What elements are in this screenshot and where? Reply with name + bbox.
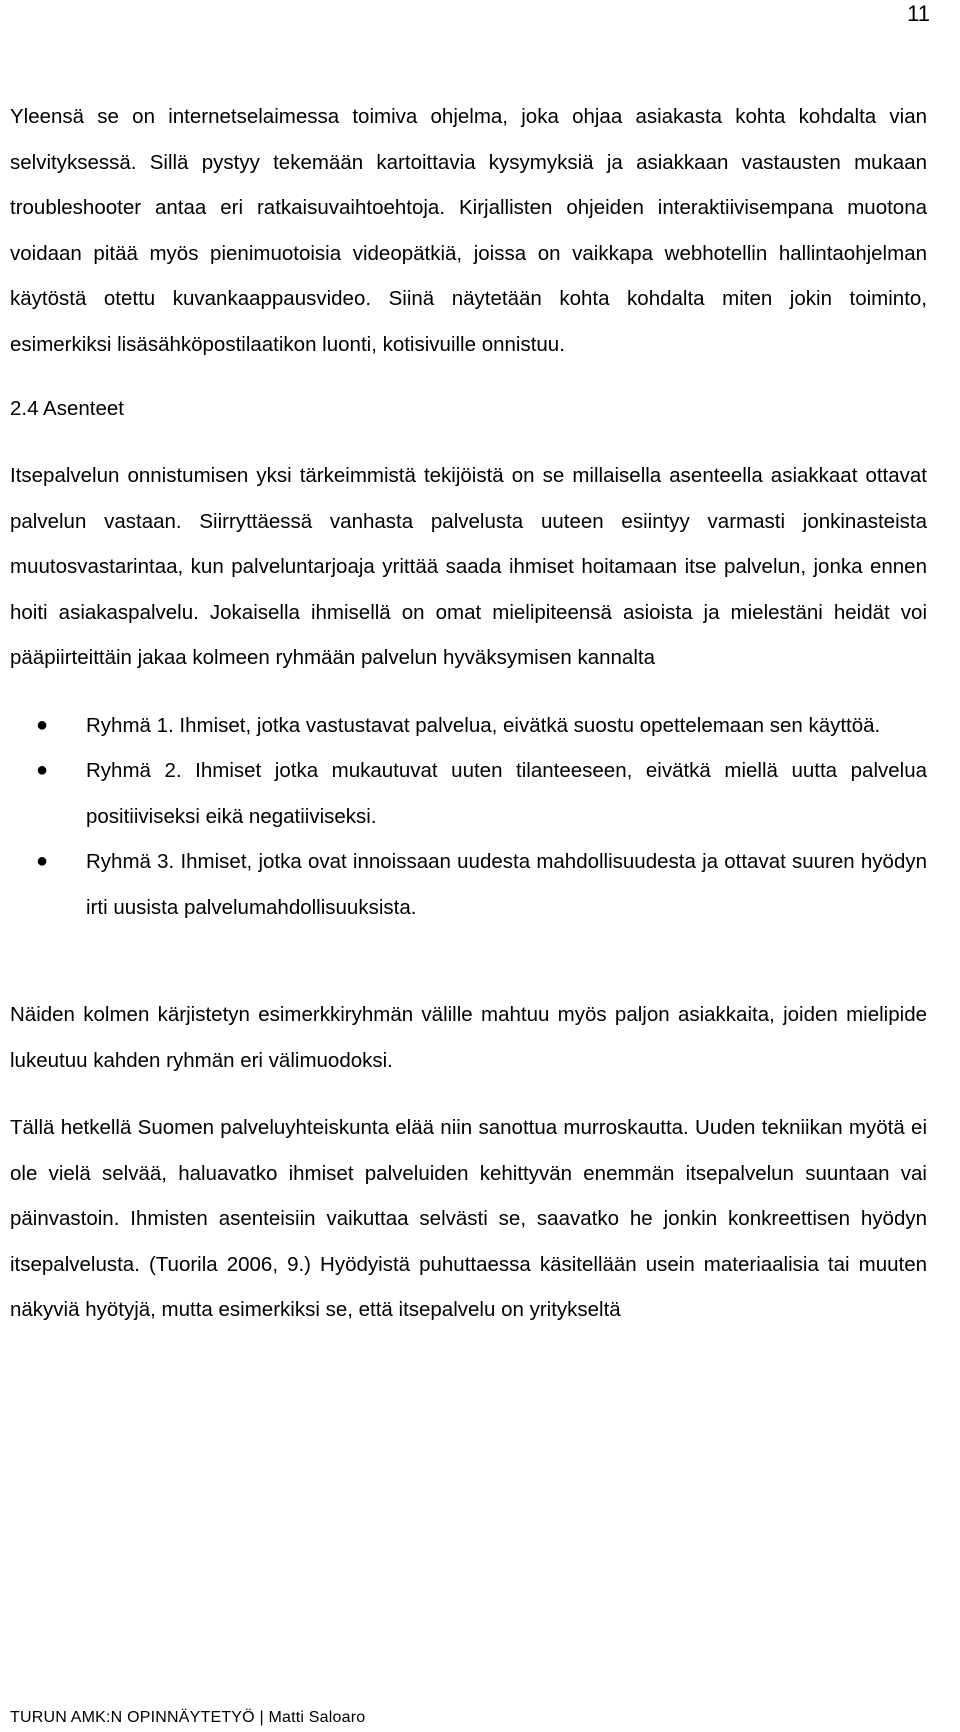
group-list [10,703,927,931]
paragraph-troubleshooter: Yleensä se on internetselaimessa toimiva ohjelma, joka ohjaa asiakasta kohta kohdalta vian selvityksessä. Sillä pystyy tekemään kartoittavia kysymyksiä ja asiakkaan vastausten mukaan troubleshooter antaa eri ratkaisuvaihtoehtoja. Kirjallisten ohjeiden interaktiivisempana muotona voidaan pitää myös pienimuotoisia videopätkiä, joissa on vaikkapa webhotellin hallintaohjelman käytöstä otettu kuvankaappausvideo. Siinä näytetään kohta kohdalta miten jokin toiminto, esimerkiksi lisäsähköpostilaatikon luonti, kotisivuille onnistuu. [10,105,927,356]
list-item [10,839,927,930]
list-item-text: Ryhmä 3. Ihmiset, jotka ovat innoissaan uudesta mahdollisuudesta ja ottavat suuren hyödyn irti uusista palvelumahdollisuuksista. [86,850,927,919]
page-number: 11 [907,1,930,26]
bullet-icon: ● [36,713,49,736]
bullet-icon: ● [36,759,49,781]
footer: TURUN AMK:N OPINNÄYTETYÖ | Matti Saloaro [10,1709,366,1726]
list-item [10,748,927,839]
bullet-icon: ● [36,850,49,872]
paragraph-attitudes: Itsepalvelun onnistumisen yksi tärkeimmistä tekijöistä on se millaisella asenteella asiakkaat ottavat palvelun vastaan. Siirryttäessä vanhasta palvelusta uuteen esiintyy varmasti jonkinasteista muutosvastarintaa, kun palveluntarjoaja yrittää saada ihmiset hoitamaan itse palvelun, jonka ennen hoiti asiakaspalvelu. Jokaisella ihmisellä on omat mielipiteensä asioista ja mielestäni heidät voi pääpiirteittäin jakaa kolmeen ryhmään palvelun hyväksymisen kannalta [10,464,927,669]
paragraph-transition: Tällä hetkellä Suomen palveluyhteiskunta elää niin sanottua murroskautta. Uuden tekniikan myötä ei ole vielä selvää, haluavatko ihmiset palveluiden kehittyvän enemmän itsepalvelun suuntaan vai päinvastoin. Ihmisten asenteisiin vaikuttaa selvästi se, saavatko he jonkin konkreettisen hyödyn itsepalvelusta. (Tuorila 2006, 9.) Hyödyistä puhuttaessa käsitellään usein materiaalisia tai muuten näkyviä hyötyjä, mutta esimerkiksi se, että itsepalvelu on yritykseltä [10,1116,927,1321]
list-item [10,703,927,749]
section-heading: 2.4 Asenteet [10,397,124,420]
list-item-text: Ryhmä 2. Ihmiset jotka mukautuvat uuten tilanteeseen, eivätkä miellä uutta palvelua positiiviseksi eikä negatiiviseksi. [86,759,927,828]
document-body [10,94,927,1333]
paragraph-groups-summary: Näiden kolmen kärjistetyn esimerkkiryhmän välille mahtuu myös paljon asiakkaita, joiden mielipide lukeutuu kahden ryhmän eri välimuodoksi. [10,1003,927,1072]
list-item-text: Ryhmä 1. Ihmiset, jotka vastustavat palvelua, eivätkä suostu opettelemaan sen käyttöä. [86,713,881,737]
